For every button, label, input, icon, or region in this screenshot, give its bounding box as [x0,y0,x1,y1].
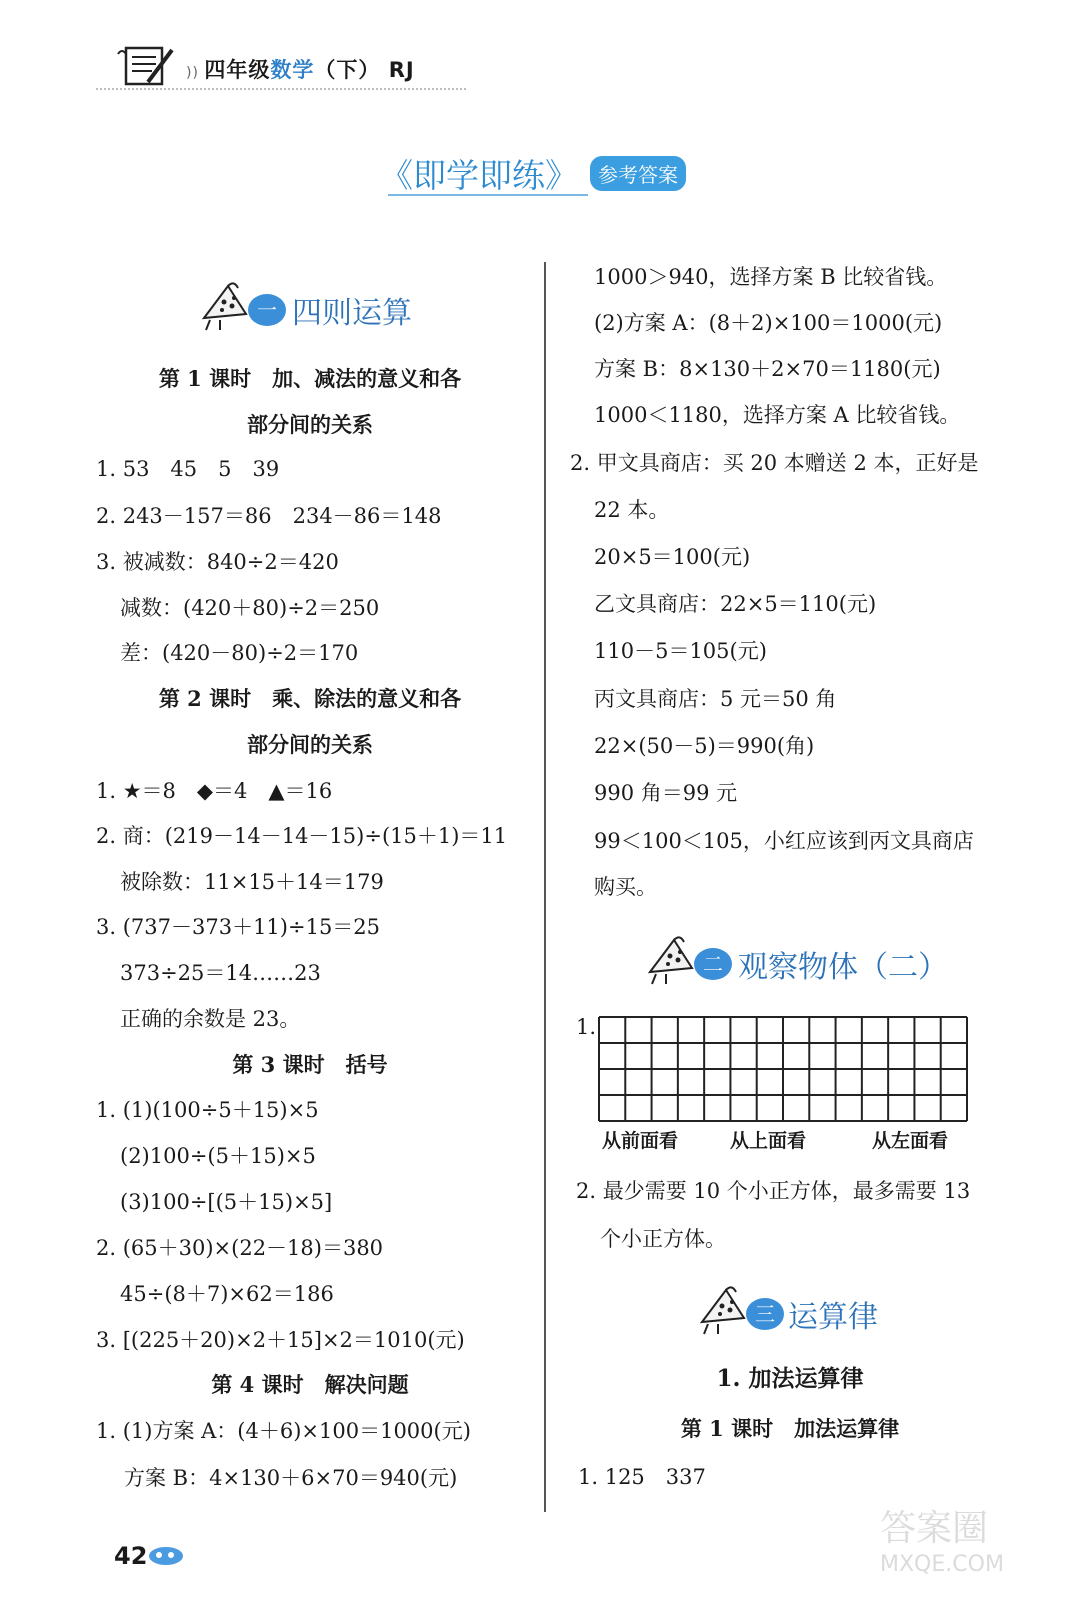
left-view-label: 从左面看 [872,1130,949,1152]
answer-line: 3. [(225＋20)×2＋15]×2＝1010(元) [96,1328,465,1352]
lesson-title: 部分间的关系 [247,732,373,757]
answer-line: 99＜100＜105，小红应该到丙文具商店 [594,829,974,853]
unit-2-title: 观察物体（二） [738,950,948,985]
notebook-pencil-icon [112,42,182,90]
answer-line: 2. 最少需要 10 个小正方体，最多需要 13 [576,1179,971,1203]
unit-3-banner [696,1284,916,1340]
grid-lines [599,1017,967,1121]
column-divider [544,262,546,1512]
lesson-title: 第 3 课时 括号 [232,1052,388,1077]
watermark-url: MXQE.COM [880,1552,1004,1577]
cloud-icon [146,1540,186,1566]
answer-line: 方案 B：8×130＋2×70＝1180(元) [594,357,941,381]
answer-line: 1. 53 45 5 39 [96,457,280,481]
answer-line: 990 角＝99 元 [594,781,738,805]
answer-line: 45÷(8＋7)×62＝186 [120,1282,334,1306]
answer-line: 个小正方体。 [600,1227,726,1251]
unit-3-title: 运算律 [788,1300,878,1335]
lesson-title: 部分间的关系 [247,412,373,437]
unit-3-number: 三 [746,1298,784,1330]
answer-line: (2)100÷(5＋15)×5 [120,1144,316,1168]
answer-line: (3)100÷[(5＋15)×5] [120,1190,333,1214]
answer-line: 差：(420－80)÷2＝170 [120,641,359,665]
unit-1-banner [198,280,458,336]
answer-line: 22 本。 [594,498,670,522]
watermark-logo-text: 答案圈 [880,1508,989,1549]
answer-badge: 参考答案 [590,156,686,191]
answer-line: 乙文具商店：22×5＝110(元) [594,592,877,616]
answer-line: 2. 243－157＝86 234－86＝148 [96,504,442,528]
view-grids [598,1016,968,1122]
front-view-label: 从前面看 [602,1130,679,1152]
running-header [96,40,476,100]
header-term: （下） [314,58,381,82]
lesson-title: 第 1 课时 加、减法的意义和各 [158,366,462,391]
answer-line: 减数：(420＋80)÷2＝250 [120,596,380,620]
unit-1-title: 四则运算 [292,296,412,331]
answer-line: 1. (1)方案 A：(4＋6)×100＝1000(元) [96,1419,471,1443]
answer-line: 2. (65＋30)×(22－18)＝380 [96,1236,384,1260]
answer-line: 3. (737－373＋11)÷15＝25 [96,915,381,939]
answer-line: 1. [576,1015,597,1039]
answer-line: 2. 商：(219－14－14－15)÷(15＋1)＝11 [96,824,508,848]
answer-line: (2)方案 A：(8＋2)×100＝1000(元) [594,311,943,335]
header-dotted-rule [96,88,466,90]
header-edition: RJ [388,58,415,82]
lesson-title: 第 4 课时 解决问题 [211,1372,409,1397]
lesson-title: 第 1 课时 加法运算律 [680,1416,900,1441]
page-heading [380,150,720,202]
page-number: 42 [114,1542,148,1570]
answer-line: 方案 B：4×130＋6×70＝940(元) [124,1466,458,1490]
answer-line: 1000＜1180，选择方案 A 比较省钱。 [594,403,961,427]
answer-line: 373÷25＝14……23 [120,961,321,985]
answer-line: 1. (1)(100÷5＋15)×5 [96,1098,319,1122]
header-title [186,54,415,84]
page-title: 《即学即练》 [380,156,578,195]
watermark [880,1500,1050,1590]
answer-line: 1. ★＝8 ◆＝4 ▲＝16 [96,779,333,803]
answer-line: 1000＞940，选择方案 B 比较省钱。 [594,265,948,289]
header-grade: 四年级 [204,58,271,82]
top-view-label: 从上面看 [730,1130,807,1152]
answer-line: 1. 125 337 [578,1465,706,1489]
answer-line: 110－5＝105(元) [594,639,767,663]
unit-2-number: 二 [694,948,732,980]
unit-2-banner [644,934,948,990]
answer-line: 正确的余数是 23。 [120,1007,301,1031]
unit-1-number: 一 [248,294,286,326]
answer-line: 购买。 [594,875,657,899]
answer-line: 20×5＝100(元) [594,545,751,569]
answer-line: 3. 被减数：840÷2＝420 [96,550,339,574]
header-subject: 数学 [270,58,315,82]
answer-line: 2. 甲文具商店：买 20 本赠送 2 本，正好是 [570,451,979,475]
answer-line: 丙文具商店：5 元＝50 角 [594,687,837,711]
lesson-title: 第 2 课时 乘、除法的意义和各 [158,686,462,711]
section-title: 1. 加法运算律 [716,1365,864,1392]
answer-line: 22×(50－5)＝990(角) [594,734,815,758]
answer-line: 被除数：11×15＋14＝179 [120,870,384,894]
title-underline [388,194,588,196]
header-sound-mark: )) [186,65,205,81]
